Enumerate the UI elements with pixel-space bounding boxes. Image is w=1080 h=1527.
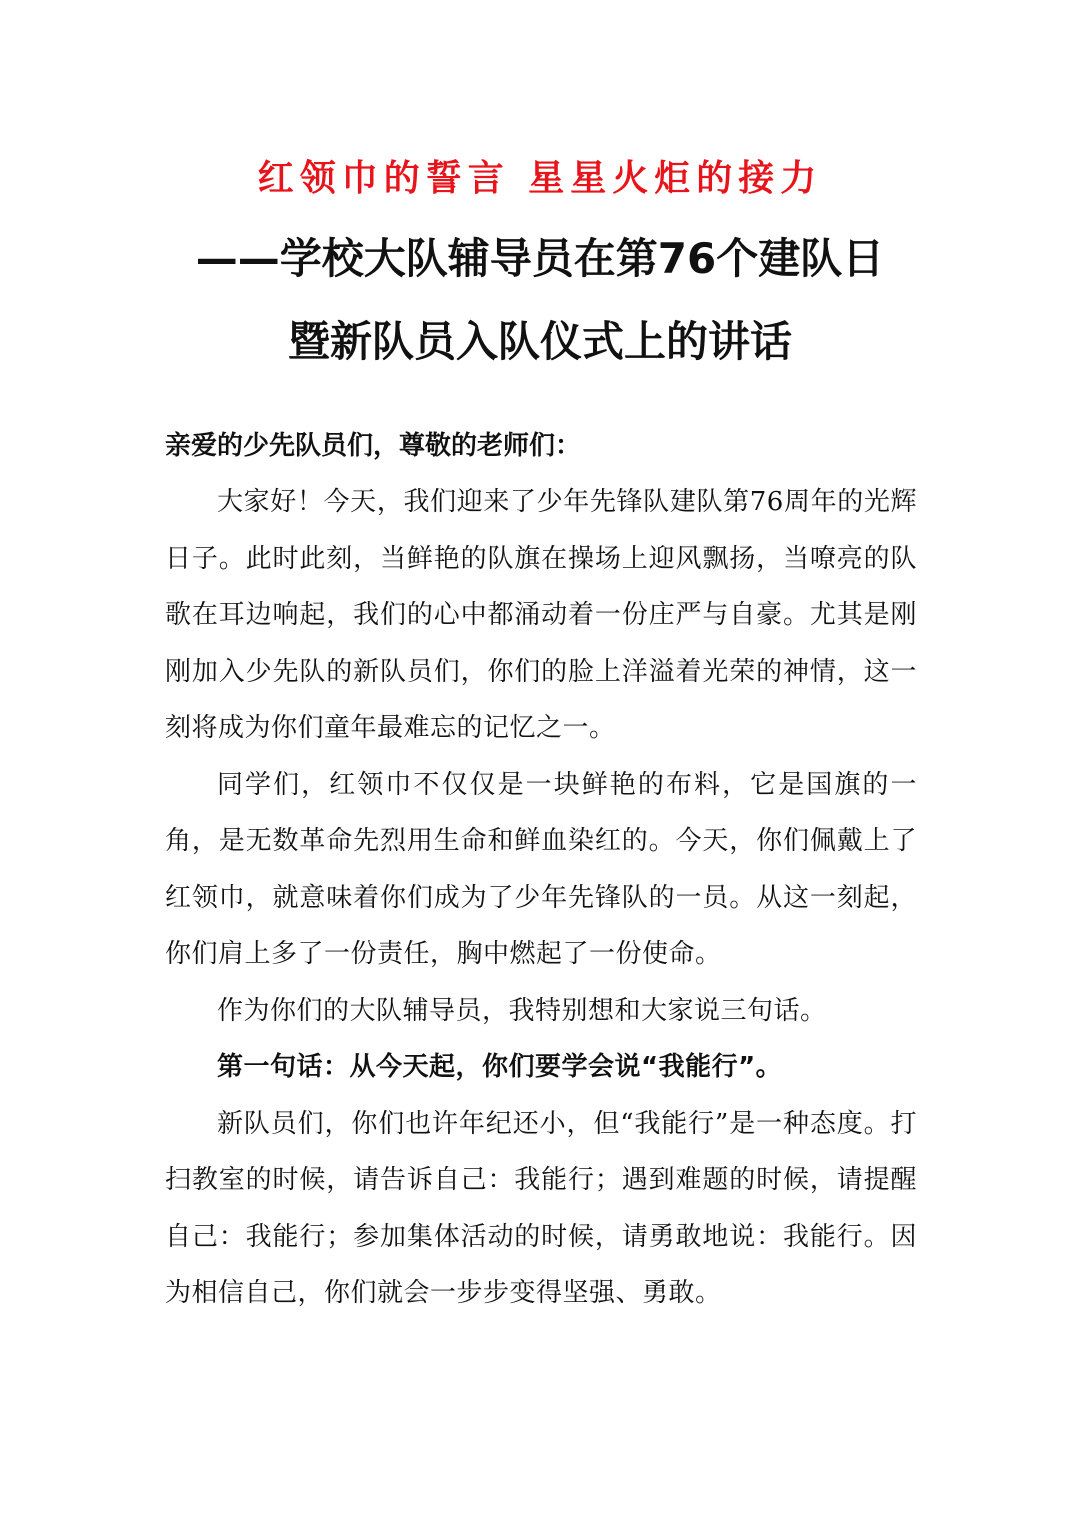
speech-body	[165, 418, 917, 1322]
document-title: 红领巾的誓言 星星火炬的接力	[257, 157, 823, 199]
salutation: 亲爱的少先队员们，尊敬的老师们：	[165, 431, 582, 461]
paragraph-three-sentences: 作为你们的大队辅导员，我特别想和大家说三句话。	[217, 995, 827, 1026]
paragraph-greeting: 大家好！今天，我们迎来了少年先锋队建队第76周年的光辉日子。此时此刻，当鲜艳的队旗在操场上迎风飘扬，当嘹亮的队歌在耳边响起，我们的心中都涌动着一份庄严与自豪。尤其是刚刚加入少先队的新队员们，你们的脸上洋溢着光荣的神情，这一刻将成为你们童年最难忘的记忆之一。	[165, 487, 917, 743]
document-subtitle-line-2: 暨新队员入队仪式上的讲话	[287, 317, 792, 366]
document-subtitle-line-1: ——学校大队辅导员在第76个建队日	[195, 234, 885, 283]
paragraph-i-can-do-it: 新队员们，你们也许年纪还小，但“我能行”是一种态度。打扫教室的时候，请告诉自己：我能行；遇到难题的时候，请提醒自己：我能行；参加集体活动的时候，请勇敢地说：我能行。因为相信自己，你们就会一步步变得坚强、勇敢。	[165, 1108, 917, 1308]
paragraph-red-scarf: 同学们，红领巾不仅仅是一块鲜艳的布料，它是国旗的一角，是无数革命先烈用生命和鲜血染红的。今天，你们佩戴上了红领巾，就意味着你们成为了少年先锋队的一员。从这一刻起，你们肩上多了一份责任，胸中燃起了一份使命。	[165, 769, 917, 969]
heading-first-sentence: 第一句话：从今天起，你们要学会说“我能行”。	[217, 1052, 783, 1082]
